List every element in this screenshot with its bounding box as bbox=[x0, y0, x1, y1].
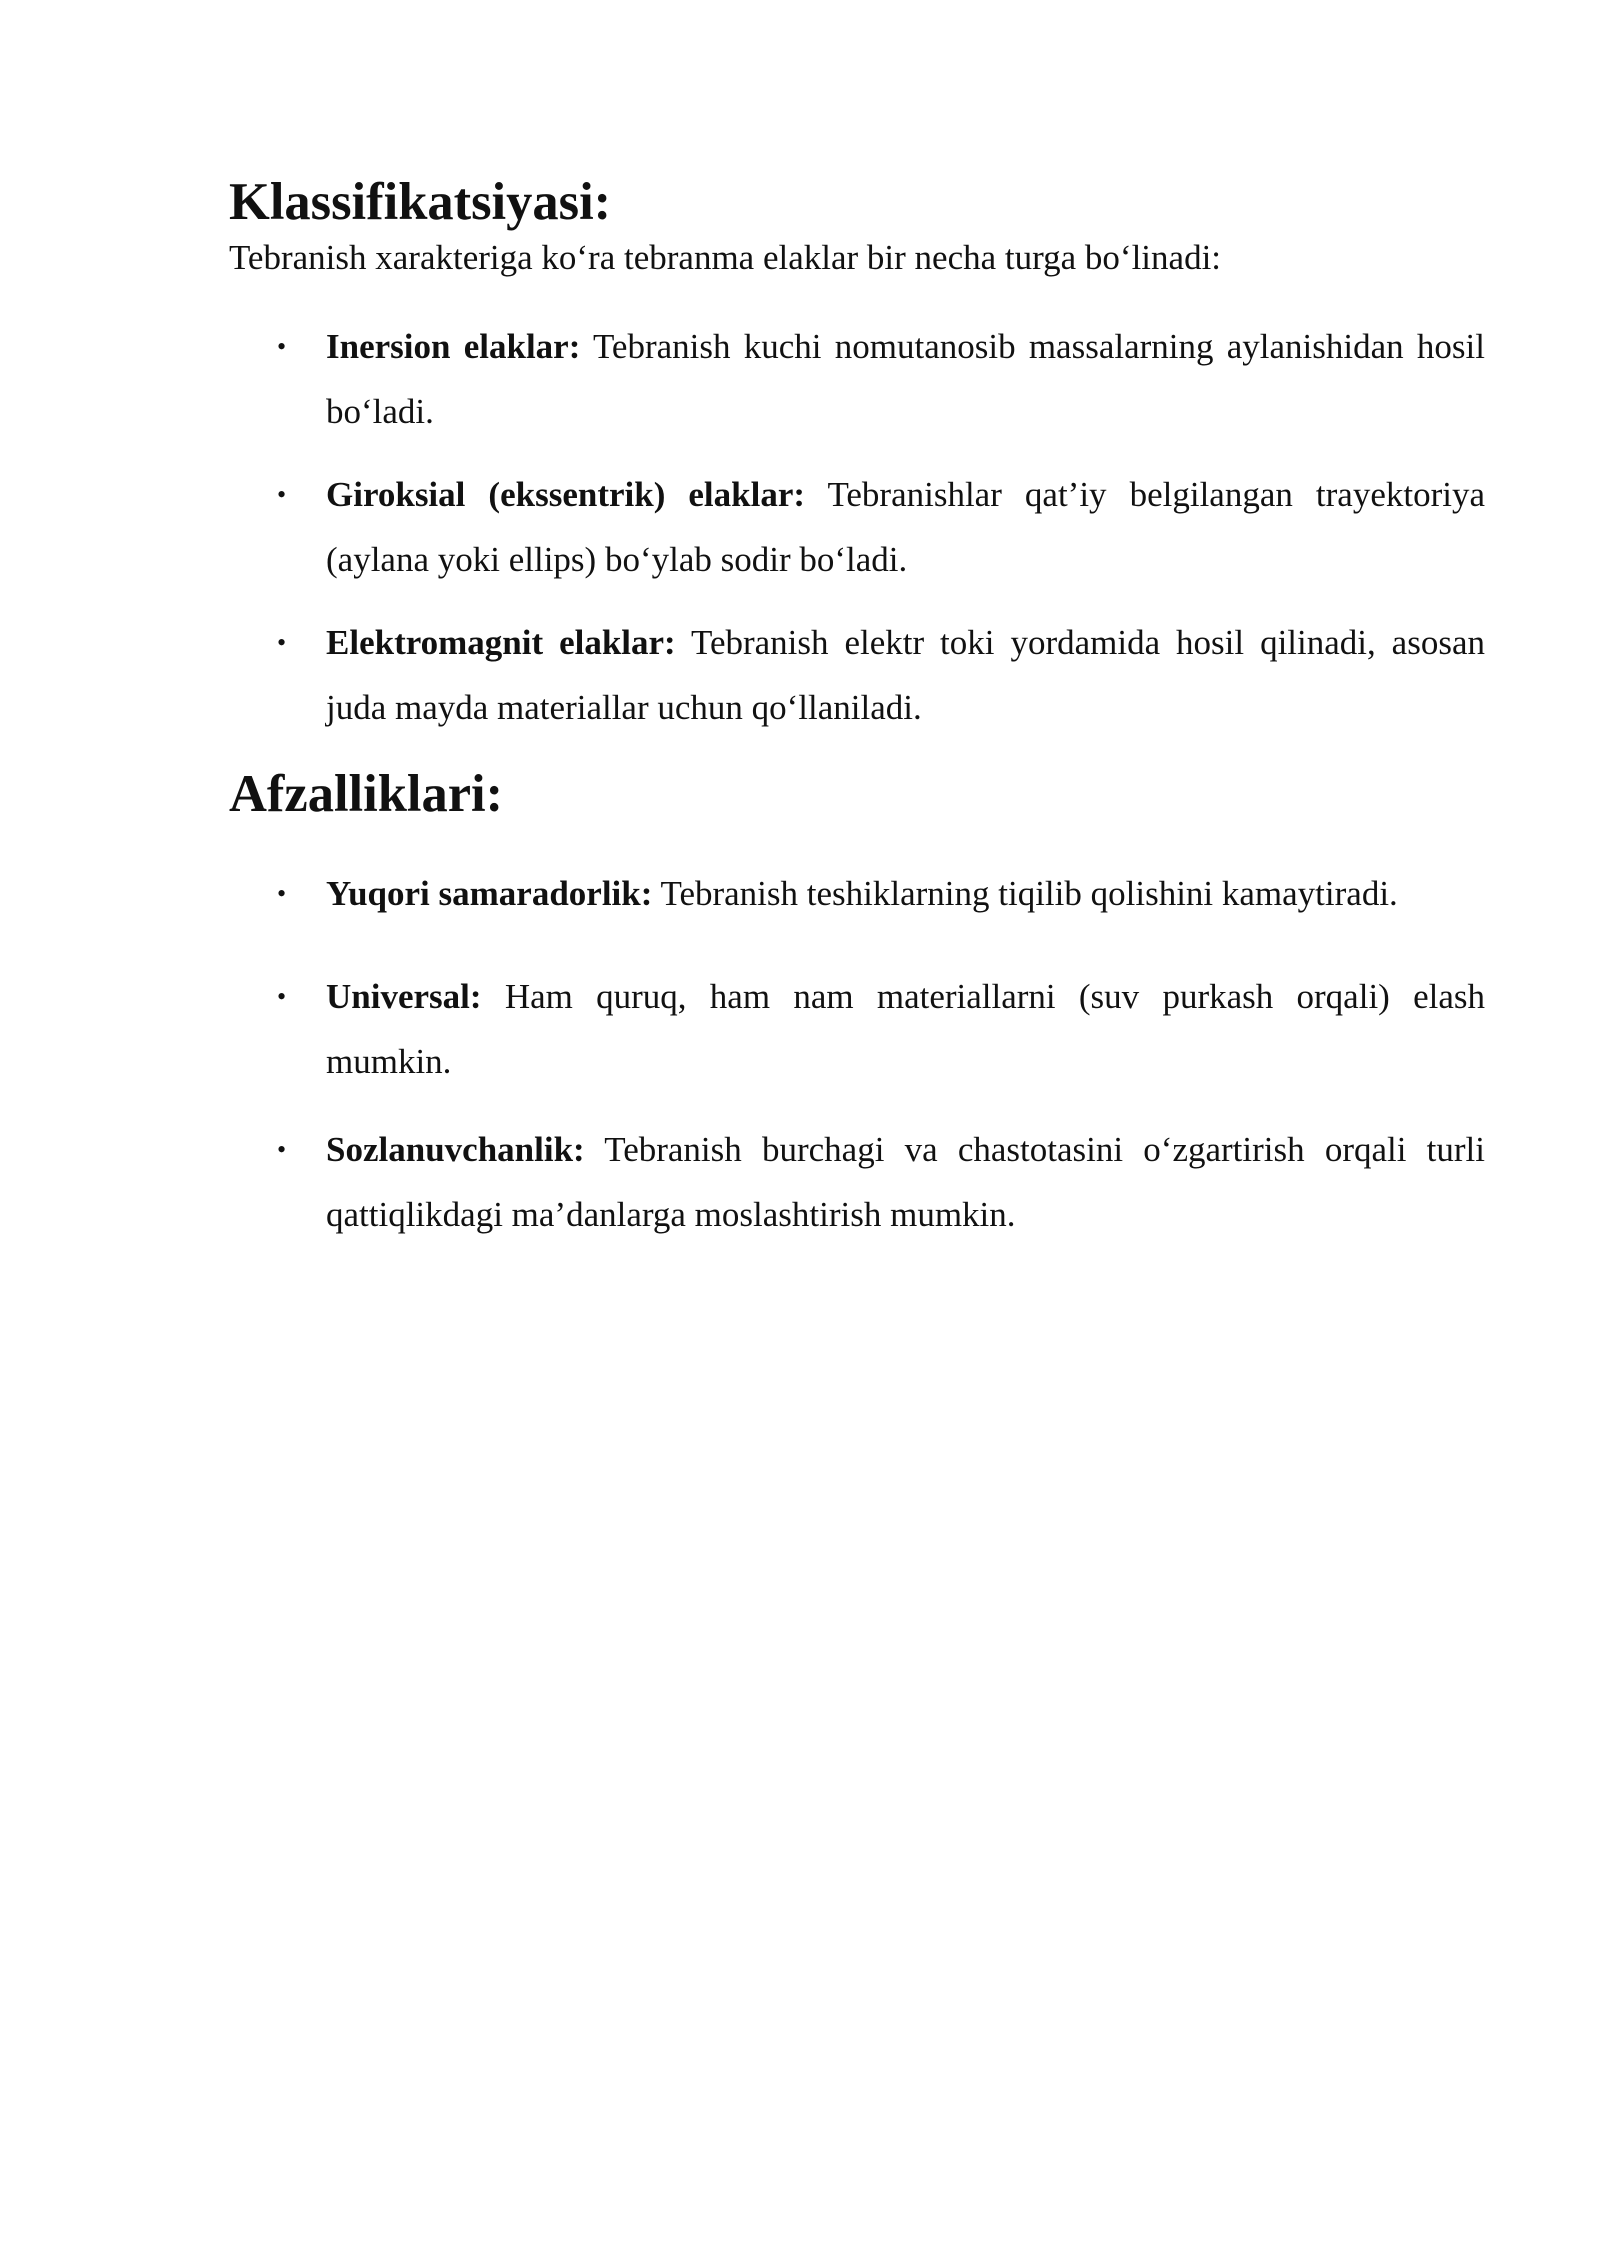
advantages-list bbox=[229, 861, 1485, 1247]
bullet-icon: • bbox=[277, 982, 287, 1011]
list-item-text: Ham quruq, ham nam materiallarni (suv purkash orqali) elash mumkin. bbox=[326, 977, 1485, 1081]
list-item bbox=[229, 964, 1485, 1094]
list-item bbox=[229, 462, 1485, 592]
bullet-icon: • bbox=[277, 1135, 287, 1164]
bullet-icon: • bbox=[277, 480, 287, 509]
document-body bbox=[229, 174, 1485, 1247]
list-item-text: Tebranish burchagi va chastotasini o‘zgartirish orqali turli qattiqlikdagi ma’danlarga moslashtirish mumkin. bbox=[326, 1130, 1485, 1234]
list-item-text: Tebranish teshiklarning tiqilib qolishini kamaytiradi. bbox=[652, 874, 1398, 913]
list-item-term: Elektromagnit elaklar: bbox=[326, 623, 676, 662]
list-item-text: Tebranishlar qat’iy belgilangan trayektoriya (aylana yoki ellips) bo‘ylab sodir bo‘ladi. bbox=[326, 475, 1485, 579]
classification-list bbox=[229, 314, 1485, 740]
list-item bbox=[229, 861, 1485, 926]
bullet-icon: • bbox=[277, 628, 287, 657]
bullet-icon: • bbox=[277, 332, 287, 361]
list-item bbox=[229, 610, 1485, 740]
list-item-text: Tebranish kuchi nomutanosib massalarning aylanishidan hosil bo‘ladi. bbox=[326, 327, 1485, 431]
bullet-icon: • bbox=[277, 879, 287, 908]
section-intro: Tebranish xarakteriga ko‘ra tebranma elaklar bir necha turga bo‘linadi: bbox=[229, 238, 1222, 277]
list-item bbox=[229, 314, 1485, 444]
section-heading-advantages: Afzalliklari: bbox=[229, 765, 504, 823]
list-item-term: Inersion elaklar: bbox=[326, 327, 581, 366]
section-heading-classification: Klassifikatsiyasi: bbox=[229, 173, 612, 231]
list-item-term: Universal: bbox=[326, 977, 482, 1016]
list-item-term: Sozlanuvchanlik: bbox=[326, 1130, 585, 1169]
list-item-term: Giroksial (ekssentrik) elaklar: bbox=[326, 475, 806, 514]
list-item-term: Yuqori samaradorlik: bbox=[326, 874, 653, 913]
list-item-text: Tebranish elektr toki yordamida hosil qilinadi, asosan juda mayda materiallar uchun qo‘llaniladi. bbox=[326, 623, 1485, 727]
list-item bbox=[229, 1117, 1485, 1247]
